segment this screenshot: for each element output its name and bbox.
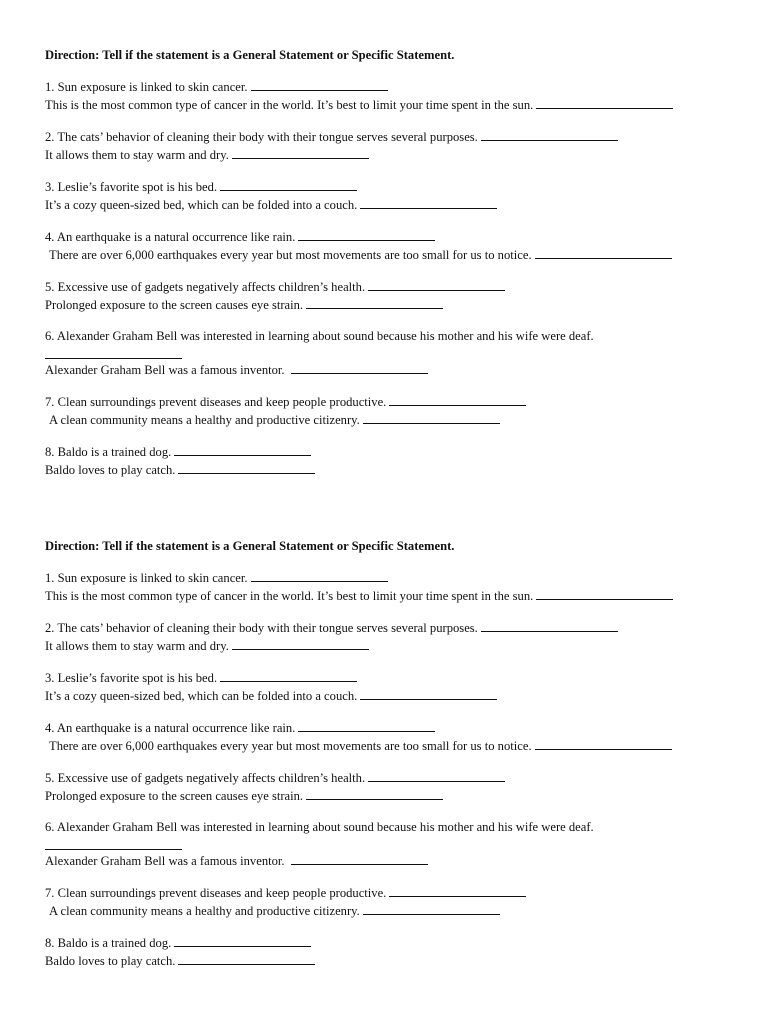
statement-line <box>45 769 745 787</box>
statement-item-1 <box>45 569 745 604</box>
statement-line <box>45 345 745 361</box>
answer-blank[interactable] <box>481 128 618 141</box>
answer-blank[interactable] <box>291 852 428 865</box>
statement-line <box>45 737 745 755</box>
answer-blank[interactable] <box>535 737 672 750</box>
statement-item-3 <box>45 178 745 213</box>
statement-line <box>45 787 745 805</box>
answer-blank[interactable] <box>368 278 505 291</box>
statement-line <box>45 569 745 587</box>
statement-line <box>45 393 745 411</box>
answer-blank[interactable] <box>389 393 526 406</box>
general-statement: 5. Excessive use of gadgets negatively affects children’s health. <box>45 771 366 785</box>
statement-item-7 <box>45 884 745 919</box>
specific-statement: Prolonged exposure to the screen causes eye strain. <box>45 297 304 312</box>
statement-item-5 <box>45 278 745 313</box>
statement-line <box>45 637 745 655</box>
statement-line <box>45 178 745 196</box>
specific-statement: Baldo loves to play catch. <box>45 953 176 968</box>
answer-blank[interactable] <box>291 361 428 374</box>
answer-blank[interactable] <box>220 669 357 682</box>
statement-line <box>45 278 745 296</box>
answer-blank[interactable] <box>298 719 435 732</box>
statement-line <box>45 836 745 852</box>
statement-list <box>45 78 745 478</box>
answer-blank[interactable] <box>251 78 388 91</box>
answer-blank[interactable] <box>536 587 673 600</box>
general-statement: 5. Excessive use of gadgets negatively affects children’s health. <box>45 280 366 294</box>
answer-blank[interactable] <box>389 884 526 897</box>
specific-statement: It’s a cozy queen-sized bed, which can be folded into a couch. <box>45 197 358 212</box>
worksheet-bottom <box>45 537 745 984</box>
general-statement: 4. An earthquake is a natural occurrence like rain. <box>45 230 296 244</box>
answer-blank[interactable] <box>298 228 435 241</box>
general-statement: 3. Leslie’s favorite spot is his bed. <box>45 180 218 194</box>
specific-statement: There are over 6,000 earthquakes every year but most movements are too small for us to notice. <box>49 247 532 262</box>
statement-line <box>45 669 745 687</box>
statement-line <box>45 819 745 836</box>
specific-statement: Baldo loves to play catch. <box>45 462 176 477</box>
statement-item-4 <box>45 719 745 754</box>
general-statement: 3. Leslie’s favorite spot is his bed. <box>45 671 218 685</box>
specific-statement: A clean community means a healthy and productive citizenry. <box>49 412 360 427</box>
worksheet-top <box>45 46 745 493</box>
direction-heading: Direction: Tell if the statement is a General Statement or Specific Statement. <box>45 48 455 62</box>
statement-item-5 <box>45 769 745 804</box>
statement-line <box>45 146 745 164</box>
statement-line <box>45 96 745 114</box>
statement-item-4 <box>45 228 745 263</box>
answer-blank[interactable] <box>45 836 182 850</box>
answer-blank[interactable] <box>306 787 443 800</box>
general-statement: 1. Sun exposure is linked to skin cancer. <box>45 571 248 585</box>
statement-item-3 <box>45 669 745 704</box>
statement-line <box>45 411 745 429</box>
answer-blank[interactable] <box>45 345 182 359</box>
statement-item-8 <box>45 934 745 969</box>
statement-item-6 <box>45 819 745 869</box>
general-statement: 6. Alexander Graham Bell was interested in learning about sound because his mother and his wife were deaf. <box>45 820 594 834</box>
statement-line <box>45 719 745 737</box>
statement-item-8 <box>45 443 745 478</box>
general-statement: 7. Clean surroundings prevent diseases and keep people productive. <box>45 886 387 900</box>
statement-line <box>45 852 745 870</box>
statement-item-7 <box>45 393 745 428</box>
answer-blank[interactable] <box>360 196 497 209</box>
specific-statement: Alexander Graham Bell was a famous inventor. <box>45 362 285 377</box>
statement-item-6 <box>45 328 745 378</box>
statement-line <box>45 934 745 952</box>
statement-line <box>45 78 745 96</box>
specific-statement: It allows them to stay warm and dry. <box>45 638 229 653</box>
statement-line <box>45 587 745 605</box>
general-statement: 1. Sun exposure is linked to skin cancer. <box>45 80 248 94</box>
answer-blank[interactable] <box>220 178 357 191</box>
statement-item-2 <box>45 128 745 163</box>
general-statement: 2. The cats’ behavior of cleaning their body with their tongue serves several purposes. <box>45 621 478 635</box>
statement-line <box>45 619 745 637</box>
statement-line <box>45 687 745 705</box>
statement-line <box>45 952 745 970</box>
statement-line <box>45 443 745 461</box>
statement-line <box>45 128 745 146</box>
answer-blank[interactable] <box>363 411 500 424</box>
answer-blank[interactable] <box>178 461 315 474</box>
answer-blank[interactable] <box>251 569 388 582</box>
statement-line <box>45 228 745 246</box>
statement-line <box>45 461 745 479</box>
answer-blank[interactable] <box>232 146 369 159</box>
general-statement: 6. Alexander Graham Bell was interested in learning about sound because his mother and his wife were deaf. <box>45 329 594 343</box>
general-statement: 8. Baldo is a trained dog. <box>45 936 172 950</box>
specific-statement: It’s a cozy queen-sized bed, which can be folded into a couch. <box>45 688 358 703</box>
statement-line <box>45 296 745 314</box>
specific-statement: It allows them to stay warm and dry. <box>45 147 229 162</box>
answer-blank[interactable] <box>174 443 311 456</box>
statement-line <box>45 246 745 264</box>
answer-blank[interactable] <box>232 637 369 650</box>
answer-blank[interactable] <box>306 296 443 309</box>
specific-statement: Prolonged exposure to the screen causes eye strain. <box>45 788 304 803</box>
answer-blank[interactable] <box>178 952 315 965</box>
statement-line <box>45 902 745 920</box>
general-statement: 7. Clean surroundings prevent diseases and keep people productive. <box>45 395 387 409</box>
statement-item-2 <box>45 619 745 654</box>
statement-list <box>45 569 745 969</box>
general-statement: 8. Baldo is a trained dog. <box>45 445 172 459</box>
general-statement: 2. The cats’ behavior of cleaning their body with their tongue serves several purposes. <box>45 130 478 144</box>
statement-line <box>45 361 745 379</box>
answer-blank[interactable] <box>363 902 500 915</box>
answer-blank[interactable] <box>360 687 497 700</box>
answer-blank[interactable] <box>535 246 672 259</box>
answer-blank[interactable] <box>536 96 673 109</box>
specific-statement: A clean community means a healthy and productive citizenry. <box>49 903 360 918</box>
specific-statement: This is the most common type of cancer in the world. It’s best to limit your time spent in the sun. <box>45 97 534 112</box>
statement-line <box>45 196 745 214</box>
specific-statement: There are over 6,000 earthquakes every year but most movements are too small for us to notice. <box>49 738 532 753</box>
answer-blank[interactable] <box>481 619 618 632</box>
answer-blank[interactable] <box>174 934 311 947</box>
specific-statement: This is the most common type of cancer in the world. It’s best to limit your time spent in the sun. <box>45 588 534 603</box>
statement-line <box>45 884 745 902</box>
specific-statement: Alexander Graham Bell was a famous inventor. <box>45 853 285 868</box>
general-statement: 4. An earthquake is a natural occurrence like rain. <box>45 721 296 735</box>
statement-line <box>45 328 745 345</box>
direction-heading: Direction: Tell if the statement is a General Statement or Specific Statement. <box>45 539 455 553</box>
statement-item-1 <box>45 78 745 113</box>
answer-blank[interactable] <box>368 769 505 782</box>
